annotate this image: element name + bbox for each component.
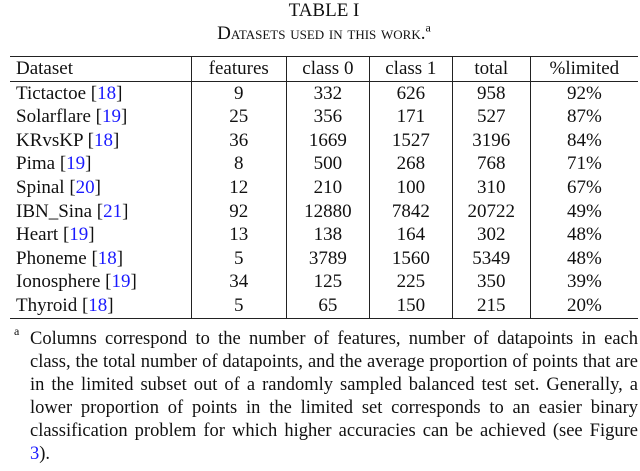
class0-cell: 125 [286, 270, 369, 294]
dataset-name: Heart [16, 224, 59, 246]
header-row [10, 57, 638, 82]
total-cell: 3196 [452, 129, 530, 153]
column-header: Dataset [16, 58, 73, 79]
column-header: class 1 [369, 57, 452, 82]
total-cell: 768 [452, 152, 530, 176]
citation-link[interactable]: 18 [93, 129, 113, 151]
limited-cell: 71% [530, 152, 638, 176]
table-row [10, 105, 638, 129]
features-cell: 13 [191, 223, 286, 247]
class0-cell: 65 [286, 294, 369, 318]
total-cell: 350 [452, 270, 530, 294]
features-cell: 12 [191, 176, 286, 200]
footnote-mark: a [425, 20, 431, 35]
total-cell: 5349 [452, 247, 530, 271]
class1-cell: 7842 [369, 200, 452, 224]
dataset-name: Pima [16, 153, 56, 175]
citation-link[interactable]: 19 [69, 224, 89, 246]
table-row [10, 129, 638, 153]
features-cell: 34 [191, 270, 286, 294]
table-row [10, 200, 638, 224]
citation-link[interactable]: 19 [66, 153, 86, 175]
features-cell: 9 [191, 81, 286, 105]
class1-cell: 171 [369, 105, 452, 129]
citation-link[interactable]: 18 [97, 247, 117, 269]
figure-link[interactable]: 3 [30, 443, 40, 464]
table-row [10, 294, 638, 318]
dataset-cell: Spinal [20] [16, 176, 101, 198]
class0-cell: 1669 [286, 129, 369, 153]
features-cell: 36 [191, 129, 286, 153]
dataset-cell: Thyroid [18] [16, 294, 114, 316]
features-cell: 8 [191, 152, 286, 176]
class1-cell: 225 [369, 270, 452, 294]
total-cell: 958 [452, 81, 530, 105]
limited-cell: 67% [530, 176, 638, 200]
dataset-name: Spinal [16, 176, 65, 198]
limited-cell: 92% [530, 81, 638, 105]
class0-cell: 500 [286, 152, 369, 176]
table-label: TABLE I [288, 0, 360, 21]
dataset-name: IBN_Sina [16, 200, 92, 222]
class0-cell: 210 [286, 176, 369, 200]
table-row [10, 81, 638, 105]
limited-cell: 20% [530, 294, 638, 318]
dataset-cell: Phoneme [18] [16, 247, 124, 269]
dataset-name: KRvsKP [16, 129, 83, 151]
table-row [10, 152, 638, 176]
features-cell: 5 [191, 294, 286, 318]
column-header: class 0 [286, 57, 369, 82]
class0-cell: 12880 [286, 200, 369, 224]
dataset-name: Ionosphere [16, 271, 101, 293]
column-header: features [191, 57, 286, 82]
citation-link[interactable]: 19 [111, 271, 131, 293]
dataset-cell: IBN_Sina [21] [16, 200, 129, 222]
total-cell: 20722 [452, 200, 530, 224]
class1-cell: 268 [369, 152, 452, 176]
class0-cell: 356 [286, 105, 369, 129]
dataset-name: Tictactoe [16, 82, 87, 104]
table-title [10, 22, 638, 46]
features-cell: 25 [191, 105, 286, 129]
dataset-cell: Ionosphere [19] [16, 271, 137, 293]
class1-cell: 626 [369, 81, 452, 105]
dataset-name: Thyroid [16, 294, 78, 316]
class0-cell: 138 [286, 223, 369, 247]
table-footnote [10, 323, 638, 466]
dataset-cell: Heart [19] [16, 224, 95, 246]
dataset-name: Solarflare [16, 106, 91, 128]
column-header: %limited [530, 57, 638, 82]
total-cell: 310 [452, 176, 530, 200]
class1-cell: 100 [369, 176, 452, 200]
total-cell: 215 [452, 294, 530, 318]
limited-cell: 39% [530, 270, 638, 294]
limited-cell: 48% [530, 223, 638, 247]
total-cell: 302 [452, 223, 530, 247]
table-row [10, 176, 638, 200]
footnote-mark: a [14, 323, 20, 338]
class1-cell: 1527 [369, 129, 452, 153]
dataset-name: Phoneme [16, 247, 87, 269]
citation-link[interactable]: 21 [103, 200, 123, 222]
limited-cell: 84% [530, 129, 638, 153]
table-title-text: Datasets used in this work. [217, 23, 426, 44]
class1-cell: 1560 [369, 247, 452, 271]
citation-link[interactable]: 19 [101, 106, 121, 128]
datasets-table [10, 56, 638, 319]
citation-link[interactable]: 18 [88, 294, 108, 316]
dataset-cell: Pima [19] [16, 153, 92, 175]
class0-cell: 332 [286, 81, 369, 105]
limited-cell: 49% [530, 200, 638, 224]
class1-cell: 164 [369, 223, 452, 247]
table-row [10, 247, 638, 271]
citation-link[interactable]: 18 [97, 82, 117, 104]
dataset-cell: KRvsKP [18] [16, 129, 120, 151]
dataset-cell: Solarflare [19] [16, 106, 128, 128]
total-cell: 527 [452, 105, 530, 129]
citation-link[interactable]: 20 [75, 176, 95, 198]
class0-cell: 3789 [286, 247, 369, 271]
limited-cell: 48% [530, 247, 638, 271]
table-row [10, 270, 638, 294]
class1-cell: 150 [369, 294, 452, 318]
features-cell: 5 [191, 247, 286, 271]
column-header: total [452, 57, 530, 82]
footnote-end: ). [39, 443, 51, 464]
footnote-text: Columns correspond to the number of features, number of datapoints in each class, the total number of datapoints, and the average proportion of points that are in the limited subset out of a randomly sampled balanced test set. Generally, a lower proportion of points in the limited set corresponds to an easier binary classification problem for which higher accuracies can be achieved (see Figure [30, 328, 638, 441]
features-cell: 92 [191, 200, 286, 224]
dataset-cell: Tictactoe [18] [16, 82, 123, 104]
limited-cell: 87% [530, 105, 638, 129]
table-row [10, 223, 638, 247]
